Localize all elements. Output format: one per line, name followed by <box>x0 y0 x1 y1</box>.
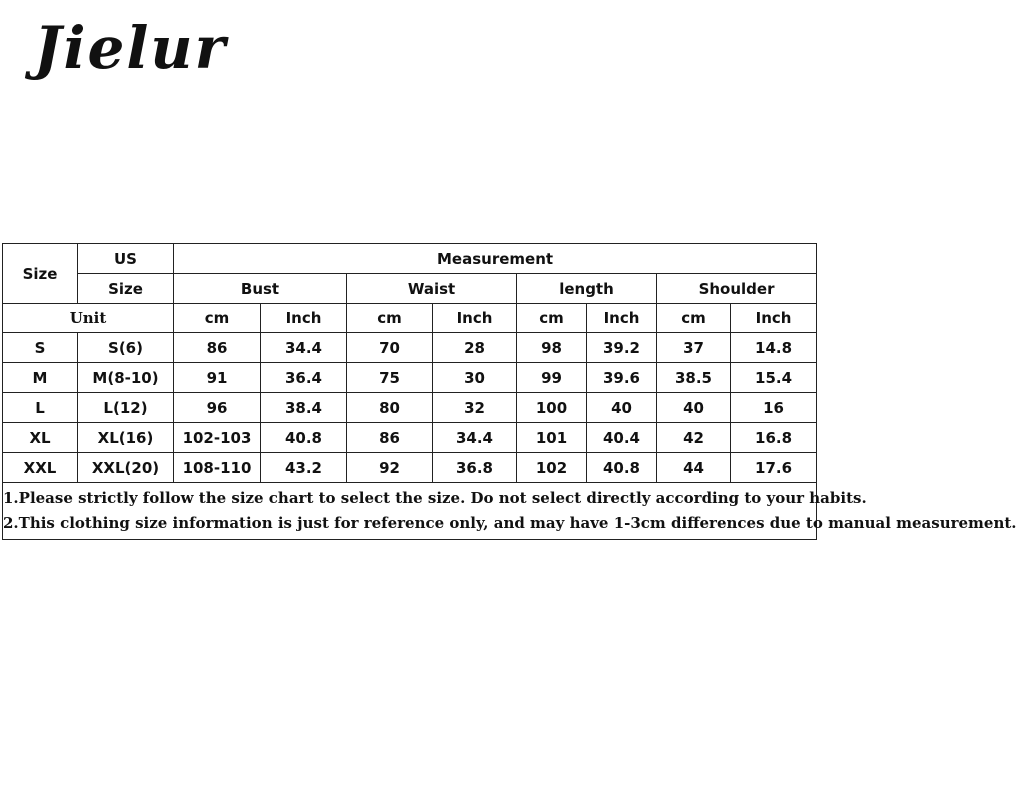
value-cell: 40.4 <box>587 423 657 453</box>
size-notes <box>3 483 1017 540</box>
table-row <box>3 423 817 453</box>
value-cell: 40 <box>587 393 657 423</box>
size-cell: XL <box>3 423 78 453</box>
value-cell: 14.8 <box>731 333 817 363</box>
value-cell: 86 <box>347 423 433 453</box>
us-size-cell: XL(16) <box>78 423 174 453</box>
value-cell: 86 <box>174 333 261 363</box>
note-line-2: 2.This clothing size information is just for reference only, and may have 1-3cm differences due to manual measurement. <box>3 514 1017 532</box>
value-cell: 92 <box>347 453 433 483</box>
value-cell: 28 <box>433 333 517 363</box>
unit-cell: Inch <box>731 304 817 333</box>
us-size-cell: L(12) <box>78 393 174 423</box>
value-cell: 34.4 <box>433 423 517 453</box>
value-cell: 37 <box>657 333 731 363</box>
value-cell: 30 <box>433 363 517 393</box>
value-cell: 16 <box>731 393 817 423</box>
unit-cell: Inch <box>261 304 347 333</box>
value-cell: 40.8 <box>261 423 347 453</box>
brand-logo: Jielur <box>34 14 228 82</box>
group-waist-header: Waist <box>347 274 517 304</box>
unit-cell: Inch <box>433 304 517 333</box>
value-cell: 102-103 <box>174 423 261 453</box>
group-length-header: length <box>517 274 657 304</box>
group-shoulder-header: Shoulder <box>657 274 817 304</box>
unit-cell: Inch <box>587 304 657 333</box>
value-cell: 36.4 <box>261 363 347 393</box>
measurement-header: Measurement <box>174 244 817 274</box>
value-cell: 96 <box>174 393 261 423</box>
header-row-groups <box>3 274 817 304</box>
value-cell: 40 <box>657 393 731 423</box>
value-cell: 44 <box>657 453 731 483</box>
value-cell: 38.5 <box>657 363 731 393</box>
value-cell: 80 <box>347 393 433 423</box>
header-row-units <box>3 304 817 333</box>
value-cell: 38.4 <box>261 393 347 423</box>
value-cell: 34.4 <box>261 333 347 363</box>
value-cell: 36.8 <box>433 453 517 483</box>
value-cell: 43.2 <box>261 453 347 483</box>
value-cell: 91 <box>174 363 261 393</box>
size-header: Size <box>3 244 78 304</box>
value-cell: 42 <box>657 423 731 453</box>
table-row <box>3 453 817 483</box>
unit-cell: cm <box>347 304 433 333</box>
value-cell: 101 <box>517 423 587 453</box>
value-cell: 99 <box>517 363 587 393</box>
value-cell: 39.2 <box>587 333 657 363</box>
table-row <box>3 393 817 423</box>
value-cell: 100 <box>517 393 587 423</box>
unit-cell: cm <box>174 304 261 333</box>
value-cell: 108-110 <box>174 453 261 483</box>
us-size-cell: M(8-10) <box>78 363 174 393</box>
value-cell: 98 <box>517 333 587 363</box>
table-row <box>3 363 817 393</box>
value-cell: 15.4 <box>731 363 817 393</box>
unit-cell: cm <box>657 304 731 333</box>
size-cell: L <box>3 393 78 423</box>
unit-header: Unit <box>3 304 174 333</box>
group-bust-header: Bust <box>174 274 347 304</box>
value-cell: 39.6 <box>587 363 657 393</box>
value-cell: 102 <box>517 453 587 483</box>
size-chart-table <box>2 243 1017 540</box>
notes-row <box>3 483 817 540</box>
note-line-1: 1.Please strictly follow the size chart to select the size. Do not select directly according to your habits. <box>3 489 867 507</box>
size-cell: XXL <box>3 453 78 483</box>
value-cell: 70 <box>347 333 433 363</box>
us-size-cell: XXL(20) <box>78 453 174 483</box>
size-cell: M <box>3 363 78 393</box>
table-row <box>3 333 817 363</box>
value-cell: 32 <box>433 393 517 423</box>
value-cell: 40.8 <box>587 453 657 483</box>
value-cell: 16.8 <box>731 423 817 453</box>
unit-cell: cm <box>517 304 587 333</box>
value-cell: 17.6 <box>731 453 817 483</box>
us-size-header-line1: US <box>78 244 174 274</box>
us-size-cell: S(6) <box>78 333 174 363</box>
us-size-header-line2: Size <box>78 274 174 304</box>
value-cell: 75 <box>347 363 433 393</box>
size-cell: S <box>3 333 78 363</box>
header-row-top <box>3 244 817 274</box>
